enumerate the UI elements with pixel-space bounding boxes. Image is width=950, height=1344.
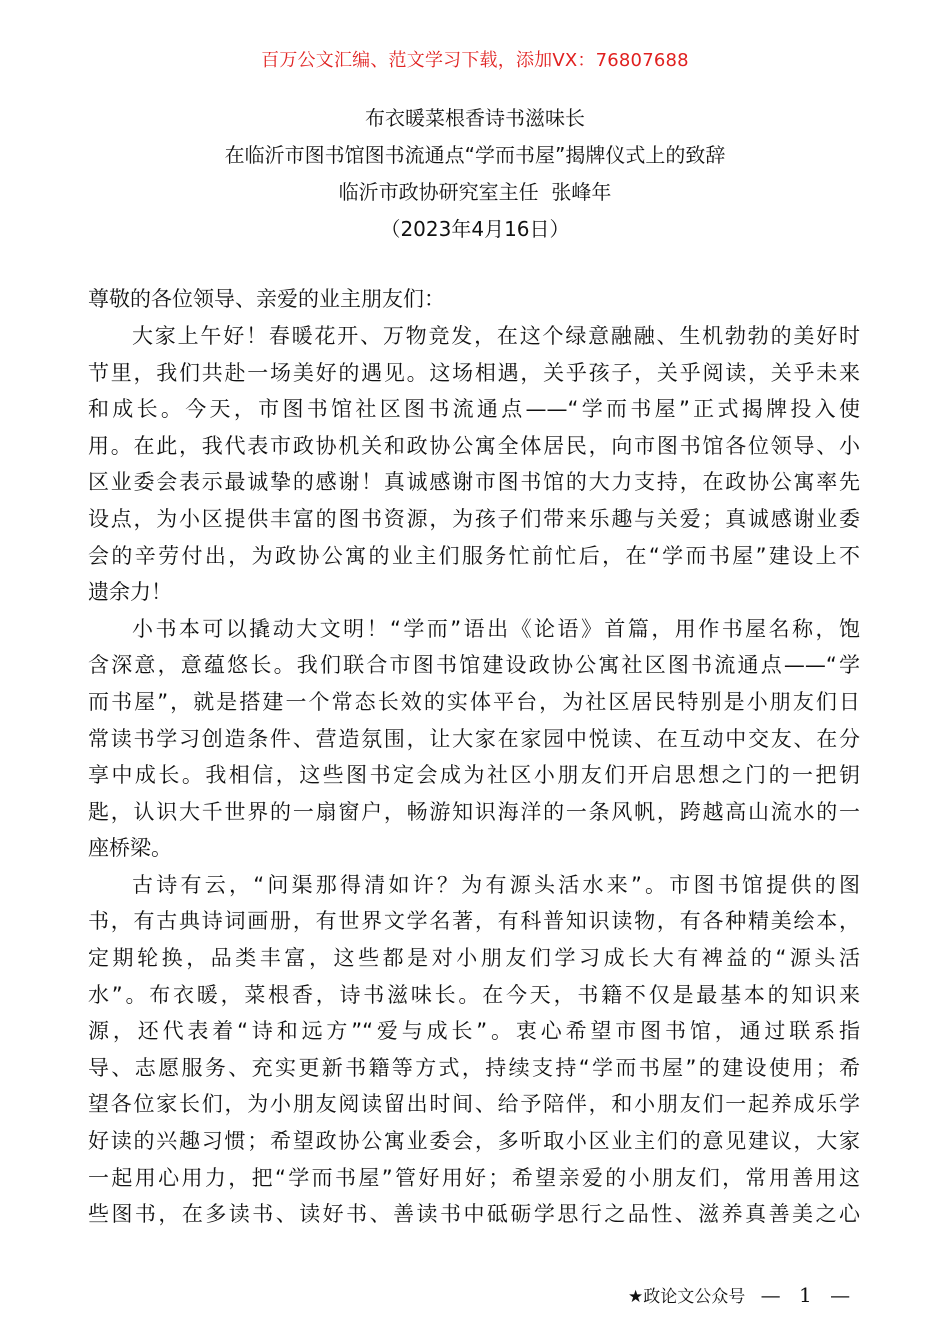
paragraph-line: 用。在此，我代表市政协机关和政协公寓全体居民，向市图书馆各位领导、小: [88, 433, 860, 458]
paragraph-line: 区业委会表示最诚挚的感谢！真诚感谢市图书馆的大力支持，在政协公寓率先: [88, 470, 860, 495]
paragraph-line: 书，有古典诗词画册，有世界文学名著，有科普知识读物，有各种精美绘本，: [88, 909, 860, 934]
paragraph-line: 节里，我们共赴一场美好的遇见。这场相遇，关乎孩子，关乎阅读，关乎未来: [88, 360, 860, 385]
page-number: — 1 —: [760, 1283, 857, 1307]
paragraph-line: 匙，认识大千世界的一扇窗户，畅游知识海洋的一条风帆，跨越高山流水的一: [88, 799, 860, 824]
watermark-banner: 百万公文汇编、范文学习下载，添加VX：76807688: [261, 50, 689, 71]
paragraph-line: 座桥梁。: [88, 836, 172, 861]
paragraph-line: 会的辛劳付出，为政协公寓的业主们服务忙前忙后，在“学而书屋”建设上不: [88, 543, 860, 568]
paragraph-line: 小书本可以撬动大文明！“学而”语出《论语》首篇，用作书屋名称，饱: [132, 616, 860, 641]
document-body: [88, 281, 860, 1233]
paragraph-line: 和成长。今天，市图书馆社区图书流通点——“学而书屋”正式揭牌投入使: [88, 397, 860, 422]
paragraph-line: 设点，为小区提供丰富的图书资源，为孩子们带来乐趣与关爱；真诚感谢业委: [88, 506, 860, 531]
salutation: 尊敬的各位领导、亲爱的业主朋友们：: [88, 287, 445, 311]
page-footer: [628, 1282, 856, 1307]
paragraph-1: [88, 318, 860, 611]
paragraph-line: 好读的兴趣习惯；希望政协公寓业委会，多听取小区业主们的意见建议，大家: [88, 1129, 860, 1154]
paragraph-line: 常读书学习创造条件、营造氛围，让大家在家园中悦读、在互动中交友、在分: [88, 726, 860, 751]
document-date: （2023年4月16日）: [380, 217, 570, 241]
paragraph-line: 享中成长。我相信，这些图书定会成为社区小朋友们开启思想之门的一把钥: [88, 763, 860, 788]
paragraph-line: 些图书，在多读书、读好书、善读书中砥砺学思行之品性、滋养真善美之心: [88, 1202, 860, 1227]
paragraph-line: 古诗有云，“问渠那得清如许？为有源头活水来”。市图书馆提供的图: [132, 872, 860, 897]
paragraph-line: 源，还代表着“诗和远方”“爱与成长”。衷心希望市图书馆，通过联系指: [88, 1019, 860, 1044]
paragraph-3: [88, 867, 860, 1233]
paragraph-line: 定期轮换，品类丰富，这些都是对小朋友们学习成长大有裨益的“源头活: [88, 946, 860, 971]
document-subtitle: 在临沂市图书馆图书流通点“学而书屋”揭牌仪式上的致辞: [224, 143, 726, 167]
paragraph-line: 望各位家长们，为小朋友阅读留出时间、给予陪伴，和小朋友们一起养成乐学: [88, 1092, 860, 1117]
footer-source: ★政论文公众号: [628, 1287, 746, 1307]
paragraph-line: 导、志愿服务、充实更新书籍等方式，持续支持“学而书屋”的建设使用；希: [88, 1055, 860, 1080]
paragraph-line: 一起用心用力，把“学而书屋”管好用好；希望亲爱的小朋友们，常用善用这: [88, 1165, 860, 1190]
document-header: [0, 100, 950, 248]
document-title: 布衣暖菜根香诗书滋味长: [365, 106, 585, 130]
paragraph-line: 含深意，意蕴悠长。我们联合市图书馆建设政协公寓社区图书流通点——“学: [88, 653, 860, 678]
paragraph-line: 大家上午好！春暖花开、万物竞发，在这个绿意融融、生机勃勃的美好时: [132, 323, 860, 348]
paragraph-2: [88, 611, 860, 867]
paragraph-line: 遗余力！: [88, 580, 172, 605]
document-author: 临沂市政协研究室主任 张峰年: [338, 180, 612, 204]
paragraph-line: 而书屋”，就是搭建一个常态长效的实体平台，为社区居民特别是小朋友们日: [88, 689, 860, 714]
paragraph-line: 水”。布衣暖，菜根香，诗书滋味长。在今天，书籍不仅是最基本的知识来: [88, 982, 860, 1007]
